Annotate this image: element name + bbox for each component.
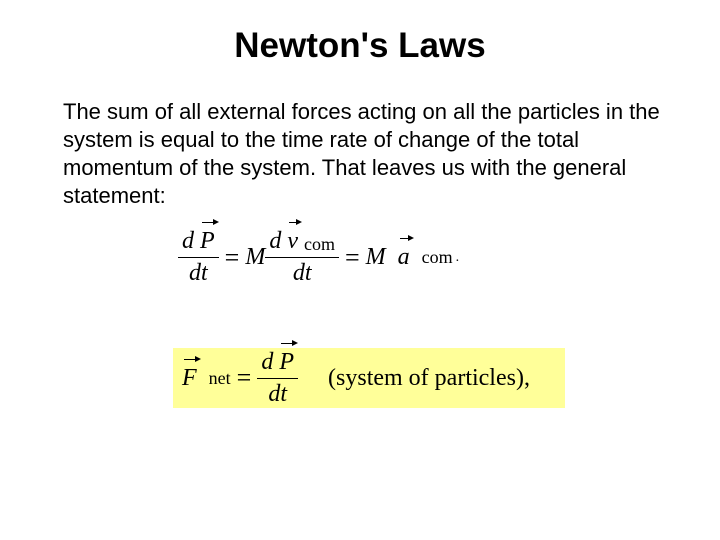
equals-sign: = <box>345 242 360 272</box>
subscript-com: com <box>304 234 335 254</box>
fraction-dv-dt <box>265 228 339 287</box>
mass-M: M <box>245 244 266 270</box>
equals-sign: = <box>224 242 240 272</box>
mass-M: M <box>365 244 386 270</box>
differential-d: d <box>261 348 274 375</box>
equation-momentum-derivative <box>178 228 459 287</box>
momentum-vector-P: P <box>200 228 215 254</box>
differential-d: d <box>269 228 282 254</box>
subscript-net: net <box>208 367 231 388</box>
velocity-vector-v: v <box>287 228 298 254</box>
denominator-dt: dt <box>257 378 298 408</box>
denominator-dt: dt <box>178 257 219 287</box>
slide-title: Newton's Laws <box>234 26 486 65</box>
acceleration-vector-a: a <box>397 244 410 270</box>
force-vector-F: F <box>182 364 197 391</box>
momentum-vector-P: P <box>279 348 295 375</box>
differential-d: d <box>182 228 194 254</box>
denominator-dt: dt <box>265 257 339 287</box>
subscript-com: com <box>421 247 453 267</box>
fraction-dP-dt <box>178 228 219 287</box>
system-of-particles-note: (system of particles), <box>328 364 530 391</box>
body-paragraph: The sum of all external forces acting on all the particles in the system is equal to the time rate of change of the total momentum of the system. That leaves us with the general statement: <box>63 99 660 208</box>
equals-sign: = <box>236 363 252 392</box>
equation-net-force <box>182 348 530 408</box>
trailing-dot: . <box>455 249 460 265</box>
fraction-dP-dt <box>257 349 298 408</box>
